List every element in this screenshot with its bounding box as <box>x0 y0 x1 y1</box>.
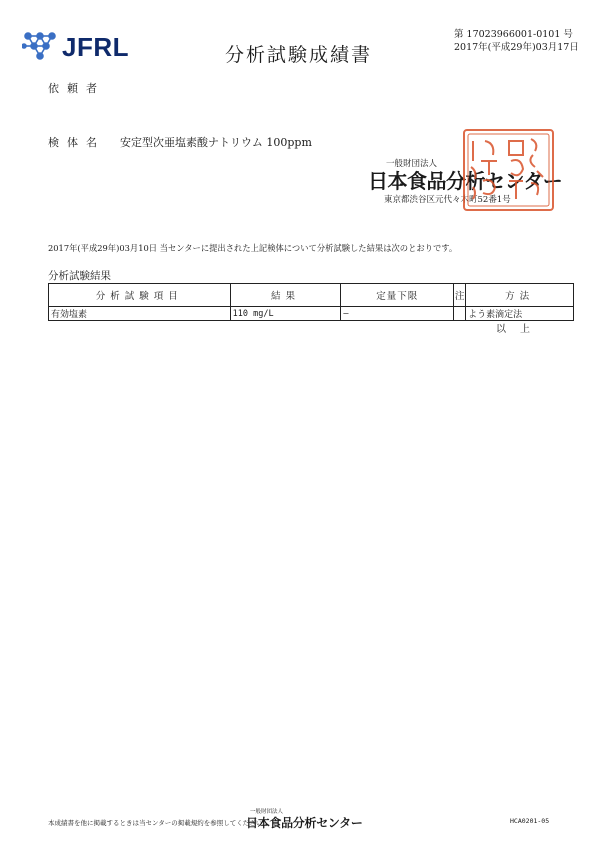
logo-text: JFRL <box>62 32 129 62</box>
sample-value: 安定型次亜塩素酸ナトリウム 100ppm <box>120 136 312 149</box>
footer-organization-type: 一般財団法人 <box>250 809 284 815</box>
end-mark: 以上 <box>496 324 544 335</box>
table-row <box>49 307 574 321</box>
cell-result: 110 mg/L <box>230 307 341 321</box>
document-date: 2017年(平成29年)03月17日 <box>454 42 579 53</box>
results-heading: 分析試験結果 <box>48 270 111 282</box>
footer-form-code: HCA0201-05 <box>510 817 550 825</box>
document-title: 分析試験成績書 <box>225 44 373 66</box>
official-seal-stamp <box>461 127 556 213</box>
column-header-limit: 定量下限 <box>341 284 454 307</box>
table-header-row <box>49 284 574 307</box>
organization-name: 日本食品分析センター <box>368 169 563 193</box>
column-header-result: 結果 <box>230 284 341 307</box>
organization-type: 一般財団法人 <box>386 159 438 169</box>
document-number: 第 17023966001-0101 号 <box>454 29 573 40</box>
footer-note: 本成績書を他に掲載するときは当センターの掲載規約を参照してください。 <box>48 819 269 827</box>
cell-method: よう素滴定法 <box>466 307 574 321</box>
statement-text: 2017年(平成29年)03月10日 当センターに提出された上記検体について分析試験した結果は次のとおりです。 <box>48 243 458 253</box>
column-header-method: 方法 <box>466 284 574 307</box>
column-header-item: 分析試験項目 <box>49 284 231 307</box>
cell-item: 有効塩素 <box>49 307 231 321</box>
cell-note <box>454 307 466 321</box>
cell-limit: — <box>341 307 454 321</box>
footer-organization-name: 日本食品分析センター <box>246 816 363 830</box>
results-table <box>48 283 574 321</box>
column-header-note: 注 <box>454 284 466 307</box>
jfrl-logo <box>22 28 142 64</box>
molecule-icon <box>22 28 62 62</box>
organization-address: 東京都渋谷区元代々木町52番1号 <box>384 195 511 205</box>
sample-label: 検体名 <box>48 136 105 149</box>
client-label: 依頼者 <box>48 82 105 95</box>
